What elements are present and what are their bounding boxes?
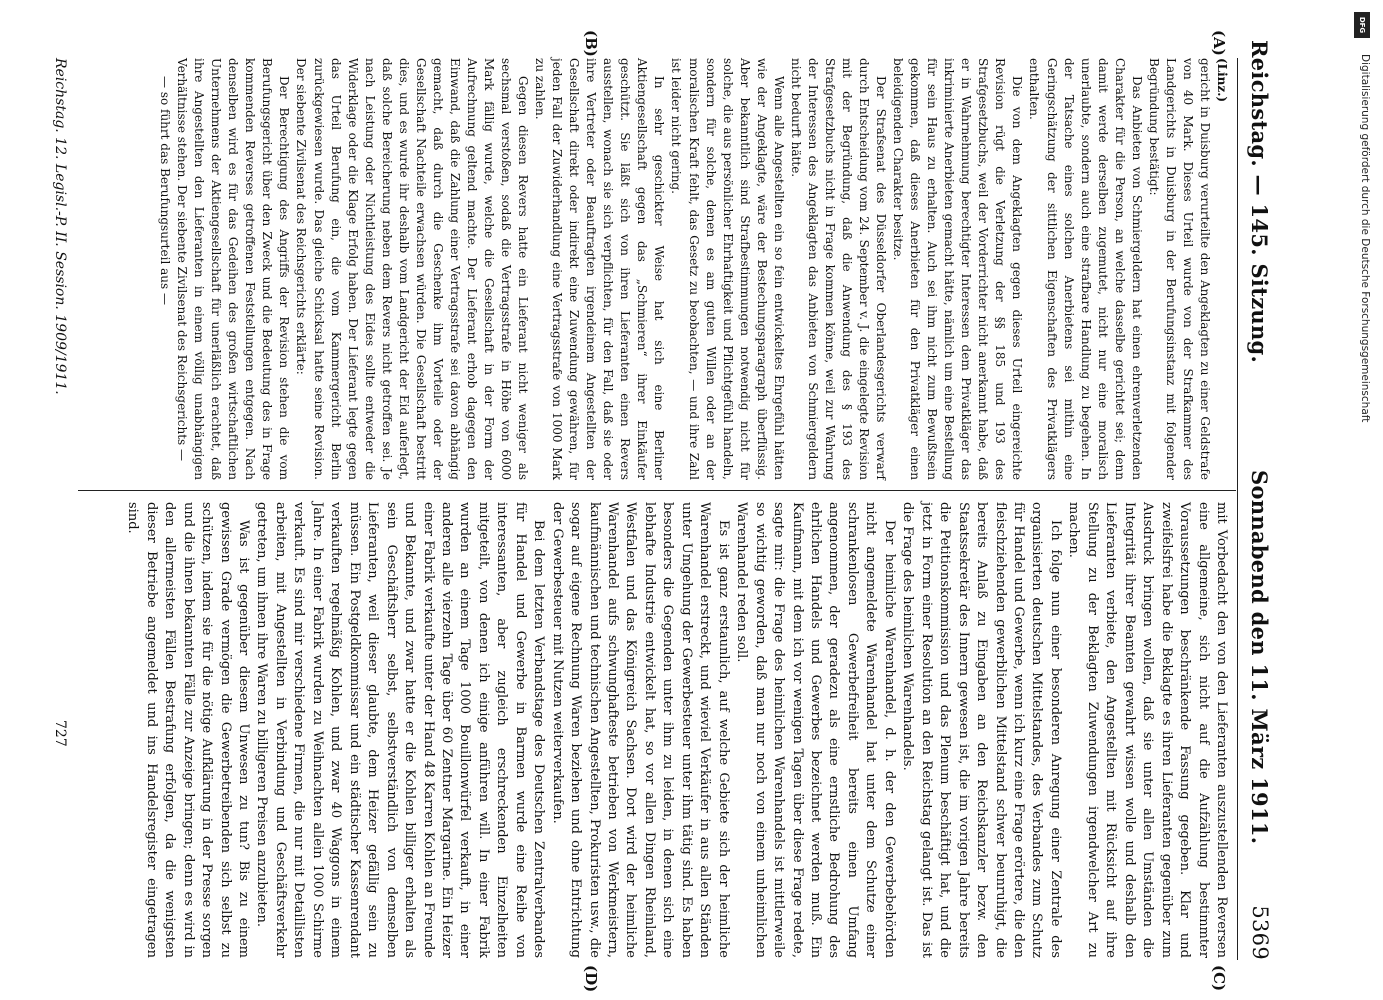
column-divider: [78, 490, 1236, 491]
paragraph: Der heimliche Warenhandel, d. h. der den Gewerbebehörden nicht angemeldete Warenhandel hat unter dem Schutze einer schrankenlosen Gewerbefreiheit bereits einen Umfang angenommen, der geradezu als eine ernstliche Bedrohung des ehrlichen Handels und Gewerbes bezeichnet werden muß. Ein Kaufmann, mit dem ich vor wenigen Tagen über diese Frage redete, sagte mir: die Frage des heimlichen Warenhandels ist mittlerweile so wichtig geworden, daß man nur noch von einem unheimlichen Warenhandel reden soll.: [734, 502, 897, 958]
header-date: Sonnabend den 11. März 1911.: [1247, 470, 1272, 845]
header-page-number: 5369: [1248, 905, 1272, 960]
margin-mark-d: (D): [582, 965, 600, 993]
page-footer: Reichstag. 12. Legisl.-P. II. Session. 1909/1911.: [52, 58, 68, 395]
margin-mark-a: (A): [1210, 30, 1228, 56]
signature-number: 727: [52, 720, 68, 747]
digitization-text: Digitalisierung gefördert durch die Deutsche Forschungsgemeinschaft: [1359, 54, 1371, 423]
page-header: [1244, 40, 1278, 960]
paragraph: Die von dem Angeklagten gegen dieses Urteil eingereichte Revision rügt die Verletzung der §§ 185 und 193 des Strafgesetzbuchs, weil der Vorderrichter nicht anerkannt habe, daß er in Wahrnehmung berechtigter Interessen dem Privatkläger das inkriminierte Anerbieten gemacht hätte, nämlich um eine Bestellung für sein Haus zu erhalten. Auch sei ihm nicht zum Bewußtsein gekommen, daß dieses Anerbieten für den Privatkläger einen beleidigenden Charakter besitze.: [891, 58, 1025, 480]
paragraph: Der Berechtigung des Angriffs der Revision stehen die vom Berufungsgericht über den Zweck und die Bedeutung des in Frage kommenden Reverses getroffenen Feststellungen entgegen. Nach denselben wird es für das Gedeihen des großen wirtschaftlichen Unternehmens der Aktiengesellschaft für unerläßlich erachtet, daß ihre Angestellten den Lieferanten in einem völlig unabhängigen Verhältnisse stehen. Der siebente Zivilsenat des Reichsgerichts —: [175, 58, 292, 480]
header-rule: [1237, 58, 1238, 960]
paragraph: Das Anbieten von Schmiergeldern hat einen ehrenverletzenden Charakter für die Person, an welche dasselbe gerichtet sei; denn damit werde derselben zugemutet, nicht nur eine moralisch unerlaubte, sondern auch eine strafbare Handlung zu begehen. In der Tatsache eines solchen Anerbietens sei mithin eine Geringschätzung der sittlichen Eigenschaften des Privatklägers enthalten.: [1027, 58, 1144, 480]
paragraph: In sehr geschickter Weise hat sich eine Berliner Aktiengesellschaft gegen das „Schmieren“ ihrer Einkäufer geschützt. Sie läßt sich von ihren Lieferanten einen Revers ausstellen, wonach sie sich verpflichten, für den Fall, daß sie oder ihre Vertreter oder Beauftragten irgendeinem Angestellten der Gesellschaft direkt oder indirekt eine Zuwendung gewähren, für jeden Fall der Zuwiderhandlung eine Vertragsstrafe von 1000 Mark zu zahlen.: [533, 58, 667, 480]
paragraph: Der Strafsenat des Düsseldorfer Oberlandesgerichts verwarf durch Entscheidung vom 24. September v. J. die eingelegte Revision mit der Begründung, daß die Anwendung des § 193 des Strafgesetzbuchs nicht in Frage kommen könne, weil zur Wahrung der Interessen des Angeklagten das Anbieten von Schmiergeldern nicht bedurft hätte.: [788, 58, 889, 480]
paragraph: mit Vorbedacht den von den Lieferanten auszustellenden Reversen eine allgemeine, sich nicht auf die Aufzählung bestimmter Voraussetzungen beschränkende Fassung gegeben. Klar und zweifelsfrei habe die Beklagte es ihren Lieferanten gegenüber zum Ausdruck bringen wollen, daß sie unter allen Umständen die Integrität ihrer Beamten gewahrt wissen wolle und deshalb den Lieferanten verbiete, den Angestellten mit Rücksicht auf ihre Stellung zu der Beklagten Zuwendungen irgendwelcher Art zu machen.: [1066, 502, 1229, 958]
paragraph: Wenn alle Angestellten ein so fein entwickeltes Ehrgefühl hätten wie der Angeklagte, wäre der Bestechungsparagraph überflüssig. Aber bekanntlich sind Strafbestimmungen notwendig nicht für solche, die aus persönlicher Ehrhaftigkeit und Pflichtgefühl handeln, sondern für solche, denen es am guten Willen oder an der moralischen Kraft fehlt, das Gesetz zu beobachten, — und ihre Zahl ist leider nicht gering.: [669, 58, 786, 480]
paragraph: Ich folge nun einer besonderen Anregung einer Zentrale des organisierten deutschen Mittelstandes, des Verbandes zum Schutz für Handel und Gewerbe, wenn ich kurz eine Frage erörtere, die den fleischziehenden gewerblichen Mittelstand schwer beunruhigt, die bereits Anlaß zu Eingaben an den Reichskanzler bezw. den Staatssekretär des Innern gewesen ist, die im vorigen Jahre bereits die Petitionskommission und das Plenum beschäftigt hat, und die jetzt in Form einer Resolution an den Reichstag gelangt ist. Das ist die Frage des heimlichen Warenhandels.: [900, 502, 1063, 958]
paragraph: Es ist ganz erstaunlich, auf welche Gebiete sich der heimliche Warenhandel erstreckt, und wieviel Verkäufer in aus allen Ständen unter Umgehung der Gewerbesteuer unter ihm tätig sind. Es haben besonders die Gegenden unter ihm zu leiden, in denen sich eine lebhafte Industrie entwickelt hat, so vor allen Dingen Rheinland, Westfalen und das Königreich Sachsen. Dort wird der heimliche Warenhandel aufs schwunghafteste betrieben von Werkmeistern, kaufmännischen und technischen Angestellten, Prokuristen usw., die sogar auf eigene Rechnung Waren beziehen und ohne Entrichtung der Gewerbesteuer mit Nutzen weiterverkaufen.: [549, 502, 731, 958]
paragraph: Was ist gegenüber diesem Unwesen zu tun? Bis zu einem gewissen Grade vermögen die Gewerbetreibenden sich selbst zu schützen, indem sie für die nötige Aufklärung in der Presse sorgen und die ihnen bekannten Fälle zur Anzeige bringen; denn es wird in den allermeisten Fällen Bestrafung erfolgen, da die wenigsten dieser Betriebe angemeldet und ins Handelsregister eingetragen sind.: [125, 502, 251, 958]
margin-mark-b: (B): [582, 30, 600, 57]
speaker-tag: (Linz.): [1215, 58, 1229, 103]
dfg-logo: DFG: [1354, 12, 1370, 38]
margin-mark-c: (C): [1210, 965, 1228, 992]
paragraph: Gegen diesen Revers hatte ein Lieferant nicht weniger als sechsmal verstoßen, sodaß die Vertragsstrafe in Höhe von 6000 Mark fällig wurde, welche die Gesellschaft in der Form der Aufrechnung geltend machte. Der Lieferant erhob dagegen den Einwand, daß die Zahlung einer Vertragsstrafe sei davon abhängig gemacht, daß durch die Geschenke ihm Vorteile oder der Gesellschaft Nachteile erwachsen würden. Die Gesellschaft bestritt dies, und es wurde ihr deshalb vom Landgericht der Eid auferlegt, daß solche Bereicherung neben dem Revers nicht getroffen sei. Je nach Leistung oder Nichtleistung des Eides sollte entweder die Widerklage oder die Klage Erfolg haben. Der Lieferant legte gegen das Urteil Berufung ein, die vom Kammergericht Berlin zurückgewiesen wurde. Das gleiche Schicksal hatte seine Revision. Der siebente Zivilsenat des Reichsgerichts erklärte:: [294, 58, 531, 480]
paragraph: — so führt das Berufungsurteil aus —: [158, 76, 173, 305]
paragraph: Bei dem letzten Verbandstage des Deutschen Zentralverbandes für Handel und Gewerbe in Barmen wurde eine Reihe von interessanten, aber zugleich erschreckenden Einzelheiten mitgeteilt, von denen ich einige anführen will. In einer Fabrik wurden an einem Tage 1000 Bouillonwürfel verkauft, in einer anderen alle vierzehn Tage über 60 Zentner Margarine. Ein Heizer einer Fabrik verkaufte unter der Hand 48 Karren Kohlen an Freunde und Bekannte, und zwar hatte er die Kohlen billiger erhalten als sein Geschäftsherr selbst, selbstverständlich von demselben Lieferanten, weil dieser glaubte, dem Heizer gefällig sein zu müssen. Ein Postgeldkommissar und ein städtischer Kassenrendant verkauften regelmäßig Kohlen, und zwar 40 Waggons in einem Jahre. In einer Fabrik wurden zu Weihnachten allein 1000 Schirme verkauft. Es sind mir verschiedene Firmen, die nur mit Detaillisten arbeiten, mit Angestellten in Verbindung und Geschäftsverkehr getreten, um ihnen ihre Waren zu billigeren Preisen anzubieten.: [254, 502, 547, 958]
left-column: [156, 58, 1230, 480]
right-column: [123, 502, 1230, 958]
digitization-note: [1345, 12, 1379, 987]
header-left: Reichstag. — 145. Sitzung.: [1247, 40, 1272, 364]
paragraph: gericht in Duisburg verurteilte den Angeklagten zu einer Geldstrafe von 40 Mark. Dieses Urteil wurde von der Strafkammer des Landgerichts in Duisburg in der Berufungsinstanz mit folgender Begründung bestätigt:: [1146, 58, 1212, 480]
